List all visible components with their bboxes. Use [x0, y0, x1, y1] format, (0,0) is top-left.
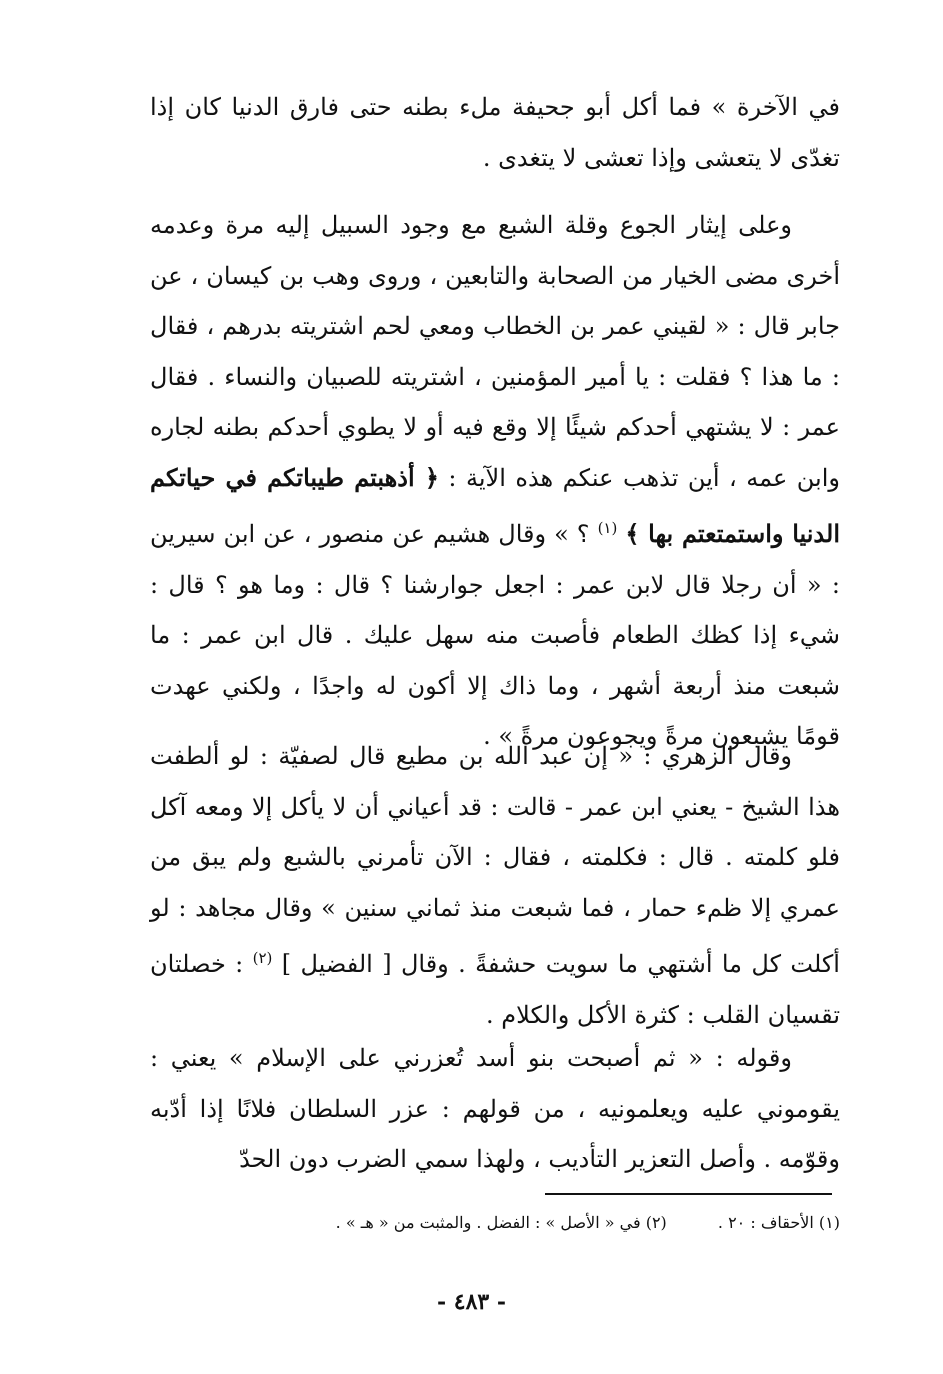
footnote-ref-2: (٢) [252, 949, 273, 967]
paragraph-4-text: وقوله : « ثم أصبحت بنو أسد تُعزرني على الإسلام » يعني : يقوموني عليه ويعلمونيه ، من قولهم : عزر السلطان فلانًا إذا أدّبه وقوّمه . وأصل التعزير التأديب ، ولهذا سمي الضرب دون الحدّ [150, 1044, 840, 1173]
paragraph-2-part-a: وعلى إيثار الجوع وقلة الشبع مع وجود السبيل إليه مرة وعدمه أخرى مضى الخيار من الصحابة والتابعين ، وروى وهب بن كيسان ، عن جابر قال : « لقيني عمر بن الخطاب ومعي لحم اشتريته بدرهم ، فقال : ما هذا ؟ فقلت : يا أمير المؤمنين ، اشتريته للصبيان والنساء . فقال عمر : لا يشتهي أحدكم شيئًا إلا وقع فيه أو لا يطوي أحدكم بطنه لجاره وابن عمه ، أين تذهب عنكم هذه الآية : [150, 211, 840, 492]
paragraph-2-part-b: ؟ » وقال هشيم عن منصور ، عن ابن سيرين : « أن رجلا قال لابن عمر : اجعل جوارشنا ؟ قال : وما هو ؟ قال : شيء إذا كظك الطعام فأصبت منه سهل عليك . قال ابن عمر : ما شبعت منذ أربعة أشهر ، وما ذاك إلا أكون له واجدًا ، ولكني عهدت قومًا يشبعون مرةً ويجوعون مرةً » . [150, 520, 840, 750]
paragraph-1-text: في الآخرة » فما أكل أبو جحيفة ملء بطنه حتى فارق الدنيا كان إذا تغدّى لا يتعشى وإذا تعشى لا يتغدى . [150, 93, 840, 172]
page-number: - ٤٨٣ - [436, 1289, 507, 1315]
paragraph-2-text [150, 200, 840, 762]
paragraph-3-part-a: وقال الزهري : « إن عبد الله بن مطيع قال لصفيّة : لو ألطفت هذا الشيخ - يعني ابن عمر - قالت : قد أعياني أن لا يأكل إلا ومعه آكل فلو كلمته . قال : فكلمته ، فقال : الآن تأمرني بالشبع ولم يبق من عمري إلا ظمء حمار ، فما شبعت منذ ثماني سنين » وقال مجاهد : لو أكلت كل ما أشتهي ما سويت حشفةً . وقال [ الفضيل ] [150, 742, 840, 978]
paragraph-3-text [150, 731, 840, 1040]
paragraph-3-part-b: : خصلتان تقسيان القلب : كثرة الأكل والكلام . [150, 950, 840, 1029]
footnote-divider [545, 1193, 832, 1195]
footnote-ref-1: (١) [597, 519, 618, 537]
paragraph-2 [150, 200, 840, 762]
paragraph-1 [150, 82, 840, 183]
footnotes [150, 1208, 840, 1238]
footnote-2: (٢) في « الأصل » : الفضل . والمثبت من « هـ » . [335, 1213, 667, 1232]
paragraph-3 [150, 731, 840, 1040]
paragraph-4 [150, 1033, 840, 1185]
footnote-1: (١) الأحقاف : ٢٠ . [717, 1213, 840, 1232]
quran-verse: ﴿ أذهبتم طيباتكم في حياتكم الدنيا واستمتعتم بها ﴾ [150, 462, 840, 548]
